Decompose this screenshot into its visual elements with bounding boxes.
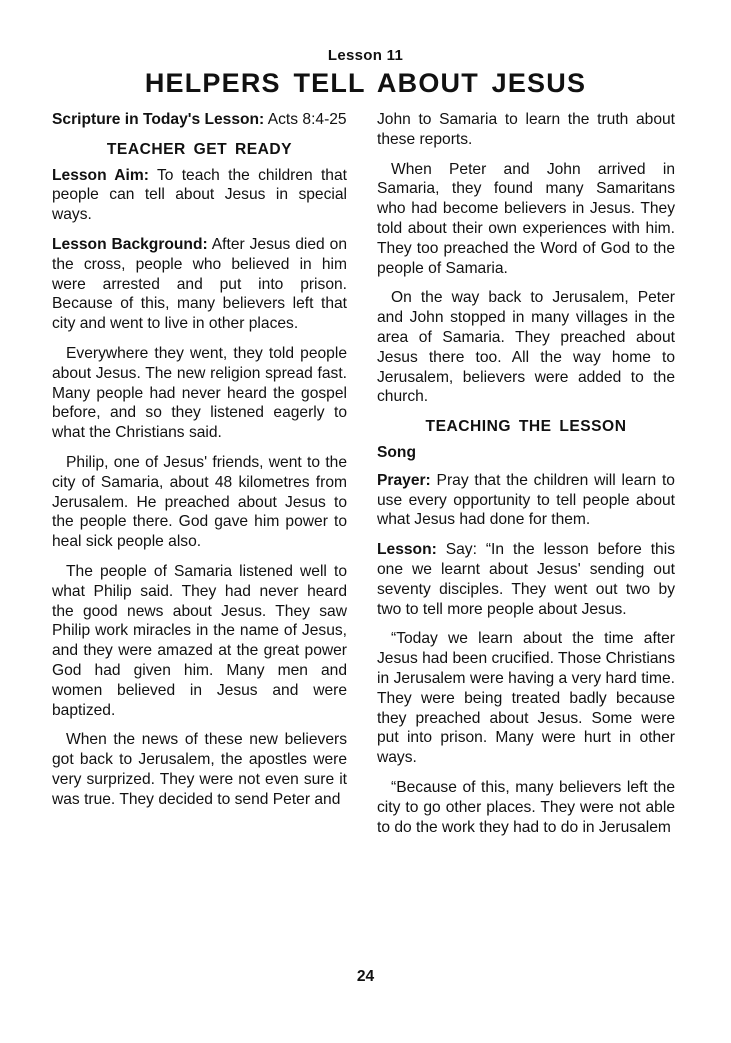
scripture-reference [52,110,347,130]
lesson-aim-label: Lesson Aim: [52,166,149,184]
prayer-text: Pray that the children will learn to use every opportunity to tell people about what Jesus had done for them. [377,471,675,529]
page-number: 24 [356,968,375,985]
paragraph: The people of Samaria listened well to what Philip said. They had never heard the good news about Jesus. They saw Philip work miracles in the name of Jesus, and they were amazed at the great power God had given him. Many men and women believed in Jesus and were baptized. [52,562,347,719]
right-column [377,110,675,847]
quote-paragraph: “Today we learn about the time after Jesus had been crucified. Those Christians in Jerusalem were having a very hard time. They were being treated badly because they preached about Jesus. Some were put into prison. Many were hurt in other ways. [377,630,675,767]
lesson-background-text: After Jesus died on the cross, people who believed in him were arrested and put into prison. Because of this, many believers left that city and went to live in other places. [52,235,347,333]
scripture-label: Scripture in Today's Lesson: [52,111,265,128]
lesson-label: Lesson: [377,541,437,559]
song-heading: Song [377,443,416,461]
paragraph: When Peter and John arrived in Samaria, they found many Samaritans who had become believers in Jesus. They told about their own experiences with him. They too preached the Word of God to the people of Samaria. [377,160,675,277]
lesson [377,540,675,619]
paragraph: Philip, one of Jesus' friends, went to the city of Samaria, about 48 kilometres from Jerusalem. He preached about Jesus to the people there. God gave him power to heal sick people also. [52,453,347,551]
lesson-aim-text: To teach the children that people can tell about Jesus in special ways. [52,166,347,224]
paragraph-continuation: John to Samaria to learn the truth about these reports. [377,111,675,148]
prayer-label: Prayer: [377,471,431,489]
prayer [377,471,675,530]
lesson-aim [52,166,347,225]
lesson-background-label: Lesson Background: [52,235,208,253]
paragraph: On the way back to Jerusalem, Peter and John stopped in many villages in the area of Samaria. They preached about Jesus there too. All the way home to Jerusalem, believers were added to the church. [377,289,675,406]
section-heading-teaching-the-lesson: TEACHING THE LESSON [425,418,627,436]
lesson-text: Say: “In the lesson before this one we learnt about Jesus' sending out seventy disciples. They went out two by two to tell more people about Jesus. [377,541,675,618]
paragraph: Everywhere they went, they told people about Jesus. The new religion spread fast. Many people had never heard the gospel before, and so they listened eagerly to what the Christians said. [52,344,347,442]
page-title: HELPERS TELL ABOUT JESUS [144,68,587,98]
lesson-background [52,235,347,334]
lesson-number: Lesson 11 [327,47,404,64]
left-column [52,110,347,820]
scripture-text: Acts 8:4-25 [267,111,347,128]
paragraph: When the news of these new believers got back to Jerusalem, the apostles were very surprized. They were not even sure it was true. They decided to send Peter and [52,731,347,808]
quote-paragraph: “Because of this, many believers left the city to go other places. They were not able to do the work they had to do in Jerusalem [377,778,675,836]
section-heading-teacher-get-ready: TEACHER GET READY [106,140,293,158]
